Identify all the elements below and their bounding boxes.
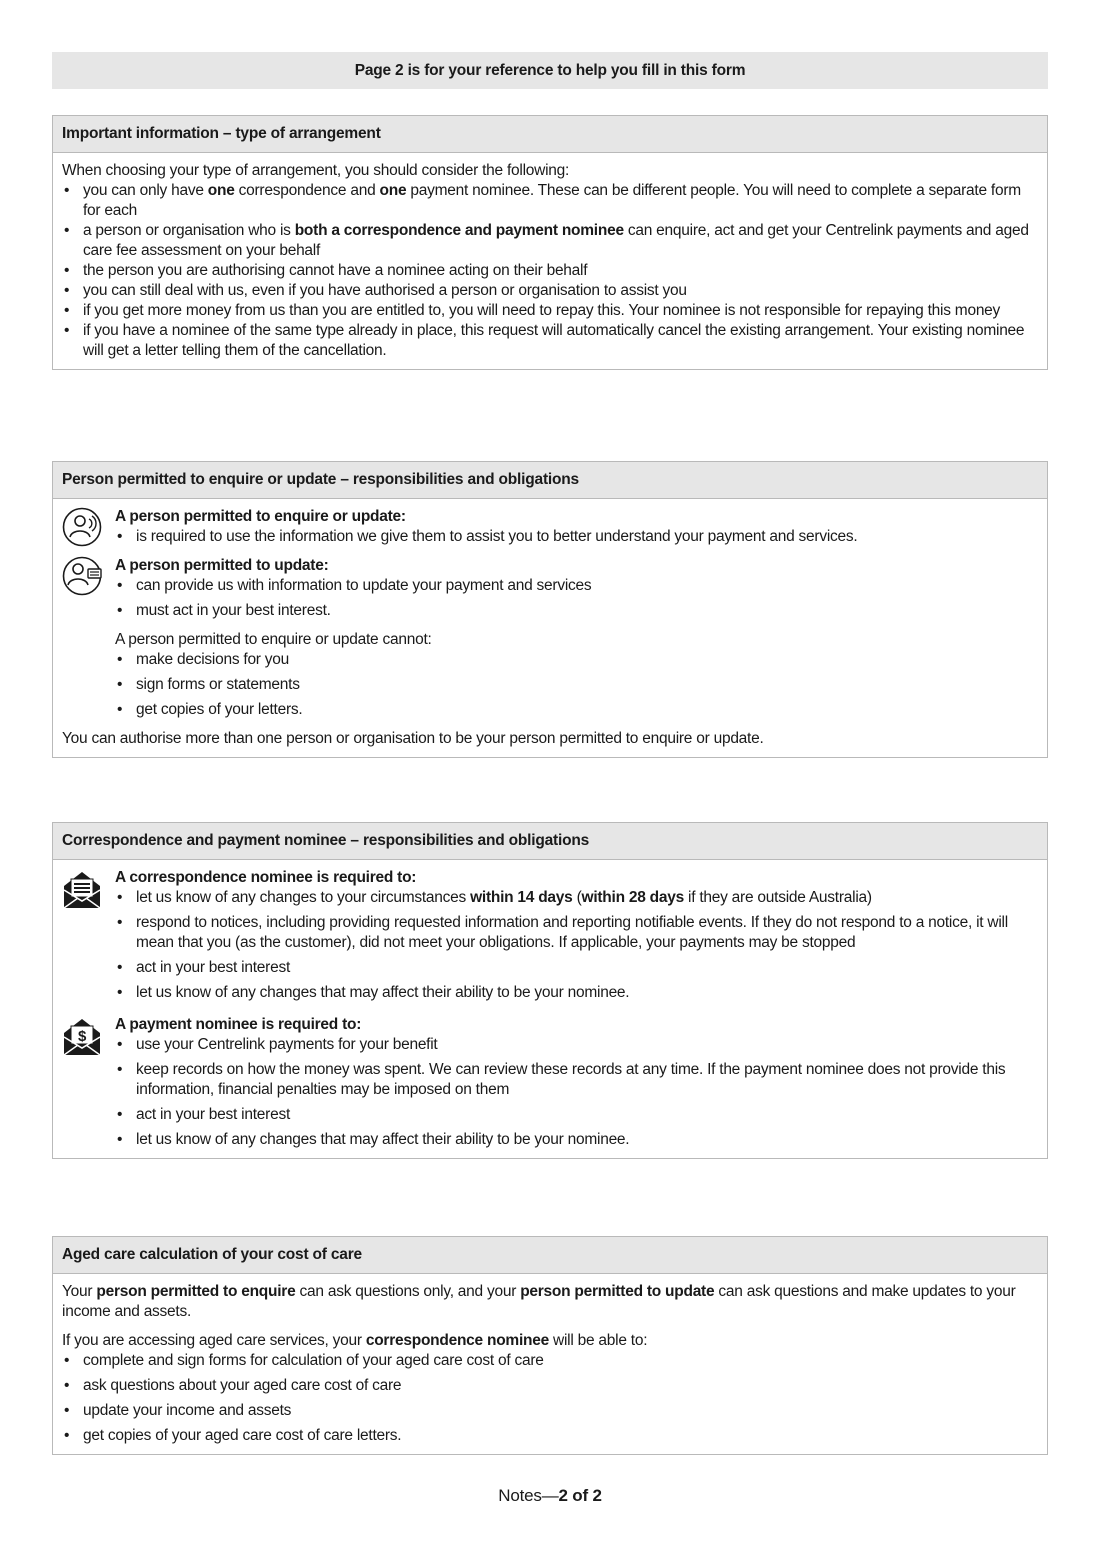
list-item: • the person you are authorising cannot have a nominee acting on their behalf — [62, 261, 1038, 281]
payment-envelope-icon — [62, 1015, 106, 1059]
list-item: • act in your best interest — [115, 958, 1038, 978]
section-title: Person permitted to enquire or update – responsibilities and obligations — [53, 462, 1047, 499]
update-block — [62, 556, 1038, 720]
section-title: Correspondence and payment nominee – responsibilities and obligations — [53, 823, 1047, 860]
list-item: • ask questions about your aged care cost of care — [62, 1376, 1038, 1396]
aged-care-para-2: If you are accessing aged care services, your correspondence nominee will be able to: — [62, 1332, 648, 1349]
section-type-of-arrangement — [52, 115, 1048, 370]
list-item: • you can only have one correspondence and one payment nominee. These can be different people. You will need to complete a separate form for each — [62, 181, 1038, 221]
section-title: Aged care calculation of your cost of care — [53, 1237, 1047, 1274]
list-item: • let us know of any changes that may affect their ability to be your nominee. — [115, 1130, 1038, 1150]
section-aged-care — [52, 1236, 1048, 1455]
list-item: • let us know of any changes that may affect their ability to be your nominee. — [115, 983, 1038, 1003]
page-footer: Notes—2 of 2 — [498, 1486, 602, 1505]
block-title: A payment nominee is required to: — [115, 1016, 362, 1033]
enquire-or-update-block — [62, 507, 1038, 547]
block-title: A correspondence nominee is required to: — [115, 869, 417, 886]
list-item: • keep records on how the money was spent. We can review these records at any time. If the payment nominee does not provide this information, financial penalties may be imposed on them — [115, 1060, 1038, 1100]
list-item: • if you get more money from us than you are entitled to, you will need to repay this. Your nominee is not responsible for repaying this money — [62, 301, 1038, 321]
correspondence-envelope-icon — [62, 868, 106, 912]
list-item: • get copies of your aged care cost of care letters. — [62, 1426, 1038, 1446]
correspondence-block — [62, 868, 1038, 1003]
list-item: • you can still deal with us, even if you have authorised a person or organisation to assist you — [62, 281, 1038, 301]
list-item: • if you have a nominee of the same type already in place, this request will automatically cancel the existing arrangement. Your existing nominee will get a letter telling them of the cancellation. — [62, 321, 1038, 361]
intro-text: When choosing your type of arrangement, you should consider the following: — [62, 162, 570, 179]
list-item: • can provide us with information to update your payment and services — [115, 576, 1038, 596]
list-item: • is required to use the information we give them to assist you to better understand your payment and services. — [115, 527, 1038, 547]
payment-block — [62, 1015, 1038, 1150]
cannot-intro: A person permitted to enquire or update cannot: — [115, 631, 432, 648]
list-item: • sign forms or statements — [115, 675, 1038, 695]
list-item: • act in your best interest — [115, 1105, 1038, 1125]
list-item: • let us know of any changes to your circumstances within 14 days (within 28 days if they are outside Australia) — [115, 888, 1038, 908]
person-update-icon — [62, 556, 106, 600]
list-item: • a person or organisation who is both a correspondence and payment nominee can enquire, act and get your Centrelink payments and aged care fee assessment on your behalf — [62, 221, 1038, 261]
section-title: Important information – type of arrangement — [53, 116, 1047, 153]
svg-text:$: $ — [77, 1028, 87, 1045]
section-person-permitted — [52, 461, 1048, 758]
section-correspondence-payment — [52, 822, 1048, 1159]
list-item: • must act in your best interest. — [115, 601, 1038, 621]
list-item: • update your income and assets — [62, 1401, 1038, 1421]
aged-care-para-1: Your person permitted to enquire can ask questions only, and your person permitted to update can ask questions and make updates to your income and assets. — [62, 1283, 1016, 1320]
block-title: A person permitted to enquire or update: — [115, 508, 406, 525]
list-item: • use your Centrelink payments for your benefit — [115, 1035, 1038, 1055]
block-title: A person permitted to update: — [115, 557, 329, 574]
person-enquire-icon — [62, 507, 106, 551]
page-banner: Page 2 is for your reference to help you fill in this form — [52, 52, 1048, 89]
list-item: • get copies of your letters. — [115, 700, 1038, 720]
list-item: • complete and sign forms for calculation of your aged care cost of care — [62, 1351, 1038, 1371]
list-item: • make decisions for you — [115, 650, 1038, 670]
list-item: • respond to notices, including providing requested information and reporting notifiable events. If they do not respond to a notice, it will mean that you (as the customer), did not meet your obligations. If applicable, your payments may be stopped — [115, 913, 1038, 953]
closing-text: You can authorise more than one person or organisation to be your person permitted to enquire or update. — [62, 730, 764, 747]
